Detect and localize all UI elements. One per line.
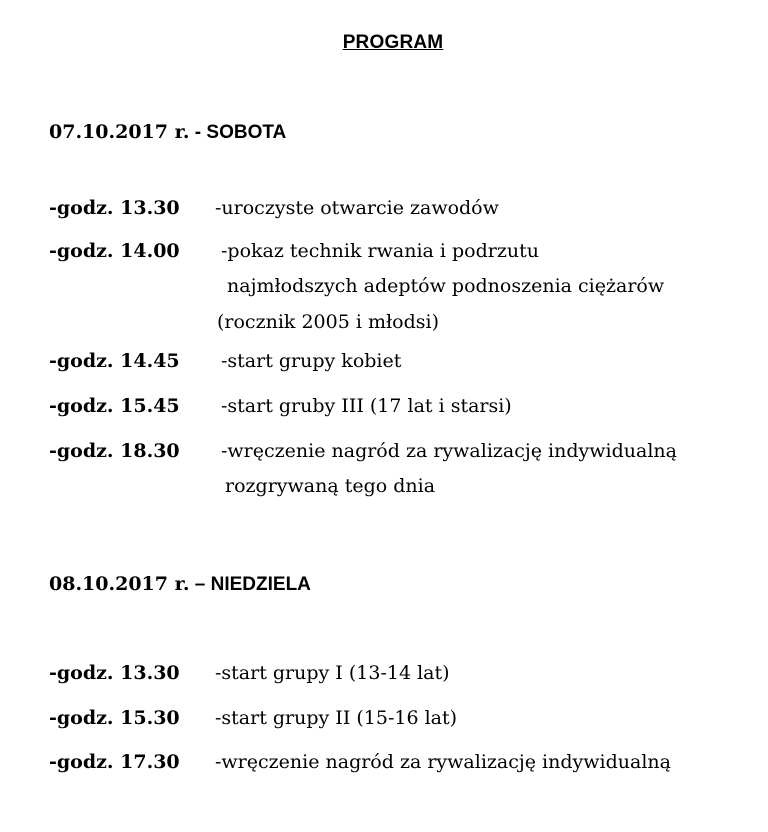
- event-description-line: -wręczenie nagród za rywalizację indywidualną: [221, 440, 677, 462]
- event-time: -godz. 18.30: [49, 440, 180, 462]
- event-description-line: -wręczenie nagród za rywalizację indywidualną: [215, 751, 671, 773]
- day-separator: –: [189, 574, 211, 595]
- day-heading-saturday: [49, 121, 286, 144]
- event-description-line: -start grupy I (13-14 lat): [215, 662, 450, 684]
- event-description: [221, 433, 677, 505]
- event-description: [215, 700, 457, 737]
- event-description-line: -uroczyste otwarcie zawodów: [215, 197, 499, 219]
- event-time: -godz. 13.30: [49, 197, 180, 219]
- event-time: -godz. 13.30: [49, 662, 180, 684]
- event-description-line: rozgrywaną tego dnia: [225, 475, 436, 497]
- event-description: [217, 233, 665, 341]
- day-name: SOBOTA: [206, 122, 287, 143]
- event-description-line: (rocznik 2005 i młodsi): [217, 311, 439, 333]
- event-time: -godz. 14.00: [49, 240, 180, 262]
- event-description-line: -start gruby III (17 lat i starsi): [221, 395, 512, 417]
- event-description: [215, 655, 450, 692]
- event-time: -godz. 15.30: [49, 707, 180, 729]
- event-time: -godz. 17.30: [49, 751, 180, 773]
- day-heading-sunday: [49, 573, 311, 596]
- event-description-line: -start grupy II (15-16 lat): [215, 707, 458, 729]
- event-description-line: najmłodszych adeptów podnoszenia ciężarów: [227, 275, 665, 297]
- day-date: 07.10.2017 r.: [49, 121, 190, 143]
- day-separator: -: [189, 122, 207, 143]
- day-name: NIEDZIELA: [210, 574, 311, 595]
- event-description: [221, 388, 512, 425]
- event-description-line: -start grupy kobiet: [221, 350, 402, 372]
- event-time: -godz. 15.45: [49, 395, 180, 417]
- event-time: -godz. 14.45: [49, 350, 180, 372]
- event-description: [215, 744, 671, 781]
- document-title: PROGRAM: [342, 32, 444, 53]
- event-description: [221, 343, 401, 380]
- day-date: 08.10.2017 r.: [49, 573, 190, 595]
- event-description: [215, 190, 499, 227]
- event-description-line: -pokaz technik rwania i podrzutu: [221, 240, 539, 262]
